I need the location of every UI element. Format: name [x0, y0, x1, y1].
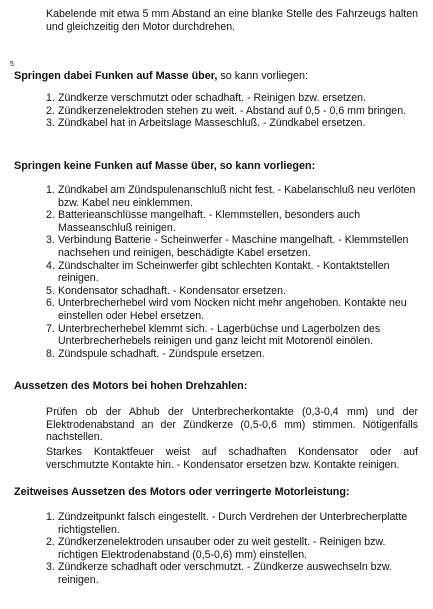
- list-item-number: 1.: [46, 92, 55, 104]
- section-heading-4: [14, 486, 424, 499]
- list-item-text: Kondensator schadhaft. - Kondensator ersetzen.: [58, 284, 286, 297]
- section-heading-bold: Springen dabei Funken auf Masse über,: [14, 70, 218, 82]
- section-heading-2: [14, 160, 424, 173]
- list-item-number: 5.: [46, 284, 55, 297]
- section-list-4: [46, 511, 418, 587]
- list-item: [46, 209, 418, 234]
- section-list-1: [46, 92, 418, 130]
- section-paragraph-2: Starkes Kontaktfeuer weist auf schadhaften Kondensator oder auf verschmutzte Kontakte hin. - Kondensator ersetzen bzw. Kontakte reinigen.: [46, 446, 418, 471]
- list-item: [46, 297, 418, 322]
- list-item-text: Zündkerze verschmutzt oder schadhaft. - Reinigen bzw. ersetzen.: [58, 92, 366, 104]
- list-item-number: 4.: [46, 259, 55, 272]
- list-item-number: 7.: [46, 322, 55, 335]
- list-item: [46, 348, 418, 361]
- list-item-text: Unterbrecherhebel klemmt sich. - Lagerbüchse und Lagerbolzen des Unterbrecherhebels reinigen und ganz leicht mit Motorenöl einölen.: [58, 322, 381, 348]
- intro-paragraph: Kabelende mit etwa 5 mm Abstand an eine blanke Stelle des Fahrzeugs halten und gleichzeitig den Motor durchdrehen.: [46, 8, 418, 33]
- list-item-text: Zündkabel am Zündspulenanschluß nicht fest. - Kabelanschluß neu verlöten bzw. Kabel neu einklemmen.: [58, 184, 416, 209]
- list-item: [46, 561, 418, 586]
- list-item: [46, 536, 418, 561]
- section-heading-bold: Zeitweises Aussetzen des Motors oder verringerte Motorleistung:: [14, 486, 350, 498]
- list-item-text: Batterieanschlüsse mangelhaft. - Klemmstellen, besonders auch Masseanschluß reinigen.: [58, 209, 361, 234]
- list-item-number: 6.: [46, 297, 55, 310]
- list-item-text: Zündkabel hat in Arbeitslage Masseschluß. - Zündkabel ersetzen.: [58, 117, 366, 130]
- list-item-number: 1.: [46, 184, 55, 196]
- list-item: [46, 105, 418, 118]
- section-heading-1: [14, 70, 424, 83]
- list-item-text: Verbindung Batterie - Scheinwerfer - Maschine mangelhaft. - Klemmstellen nachsehen und reinigen, beschädigte Kabel ersetzen.: [58, 234, 409, 259]
- section-list-2: [46, 184, 418, 360]
- list-item: [46, 184, 418, 209]
- list-item-number: 8.: [46, 347, 55, 360]
- list-item-text: Zündzeitpunkt falsch eingestellt. - Durch Verdrehen der Unterbrecherplatte richtigstellen.: [58, 511, 408, 536]
- list-item-text: Zündkerzenelektroden stehen zu weit. - Abstand auf 0,5 - 0,6 mm bringen.: [58, 104, 407, 117]
- section-heading-3: [14, 380, 424, 393]
- list-item: [46, 511, 418, 536]
- list-item-number: 1.: [46, 511, 55, 523]
- list-item-number: 3.: [46, 234, 55, 247]
- list-item: [46, 285, 418, 298]
- list-item-text: Zündkerze schadhaft oder verschmutzt. - Zündkerze auswechseln bzw. reinigen.: [58, 561, 392, 586]
- list-item-text: Unterbrecherhebel wird vom Nocken nicht mehr angehoben. Kontakte neu einstellen oder Hebel ersetzen.: [58, 297, 407, 322]
- list-item-text: Zündkerzenelektroden unsauber oder zu weit gestellt. - Reinigen bzw. richtigen Elektrodenabstand (0,5-0,6) mm) einstellen.: [58, 536, 386, 561]
- section-heading-rest: so kann vorliegen:: [217, 70, 309, 82]
- list-item: [46, 117, 418, 130]
- page-number: 5: [10, 61, 14, 68]
- list-item: [46, 234, 418, 259]
- list-item-text: Zündschalter im Scheinwerfer gibt schlechten Kontakt. - Kontaktstellen reinigen.: [58, 259, 390, 285]
- list-item-number: 2.: [46, 104, 55, 117]
- list-item: [46, 92, 418, 105]
- section-heading-bold: Aussetzen des Motors bei hohen Drehzahlen:: [14, 380, 248, 392]
- list-item-number: 3.: [46, 117, 55, 130]
- list-item-number: 3.: [46, 561, 55, 574]
- list-item-number: 2.: [46, 209, 55, 222]
- section-paragraph-1: Prüfen ob der Abhub der Unterbrecherkontakte (0,3-0,4 mm) und der Elektrodenabstand an der Zündkerze (0,5-0,6 mm) stimmen. Nötigenfalls nachstellen.: [46, 406, 418, 444]
- list-item-text: Zündspule schadhaft. - Zündspule ersetzen.: [58, 347, 265, 360]
- section-heading-bold: Springen keine Funken auf Masse über, so kann vorliegen:: [14, 160, 316, 172]
- list-item-number: 2.: [46, 536, 55, 549]
- list-item: [46, 260, 418, 285]
- list-item: [46, 323, 418, 348]
